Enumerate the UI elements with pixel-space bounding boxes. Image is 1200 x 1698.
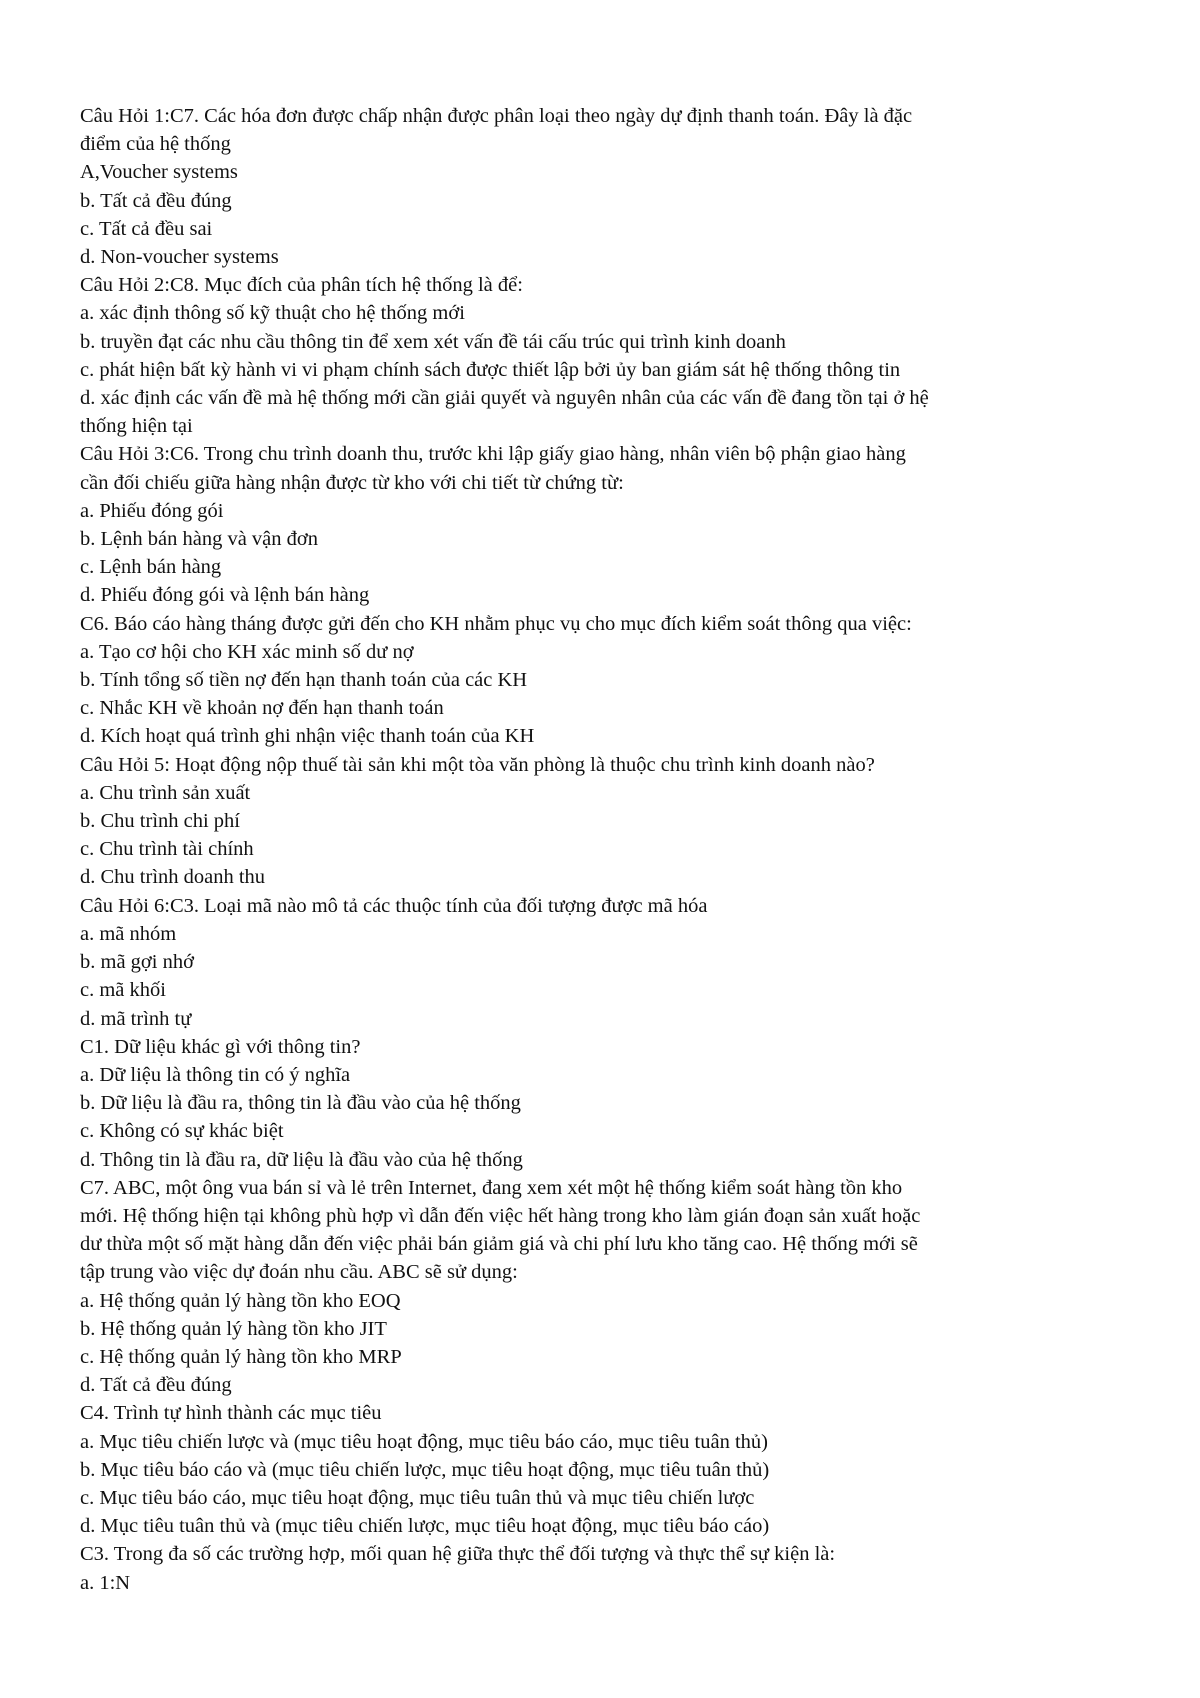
text-line: d. mã trình tự — [80, 1007, 192, 1030]
text-line: b. Dữ liệu là đầu ra, thông tin là đầu vào của hệ thống — [80, 1092, 521, 1115]
text-line: c. Tất cả đều sai — [80, 217, 213, 240]
text-line: c. Không có sự khác biệt — [80, 1120, 284, 1143]
text-line: b. Lệnh bán hàng và vận đơn — [80, 528, 318, 551]
text-line: a. Phiếu đóng gói — [80, 499, 224, 522]
text-line: c. mã khối — [80, 979, 166, 1002]
text-line: d. xác định các vấn đề mà hệ thống mới cần giải quyết và nguyên nhân của các vấn đề đang tồn tại ở hệ — [80, 387, 929, 410]
text-line: A,Voucher systems — [80, 161, 238, 184]
text-line: Câu Hỏi 5: Hoạt động nộp thuế tài sản khi một tòa văn phòng là thuộc chu trình kinh doanh nào? — [80, 753, 875, 776]
text-line: d. Chu trình doanh thu — [80, 866, 266, 889]
text-line: a. Mục tiêu chiến lược và (mục tiêu hoạt động, mục tiêu báo cáo, mục tiêu tuân thủ) — [80, 1430, 768, 1453]
text-line: Câu Hỏi 3:C6. Trong chu trình doanh thu, trước khi lập giấy giao hàng, nhân viên bộ phận giao hàng — [80, 443, 906, 466]
text-line: C3. Trong đa số các trường hợp, mối quan hệ giữa thực thể đối tượng và thực thể sự kiện là: — [80, 1543, 836, 1566]
text-line: c. Hệ thống quản lý hàng tồn kho MRP — [80, 1345, 402, 1368]
text-line: d. Mục tiêu tuân thủ và (mục tiêu chiến lược, mục tiêu hoạt động, mục tiêu báo cáo) — [80, 1515, 770, 1538]
text-line: Câu Hỏi 6:C3. Loại mã nào mô tả các thuộc tính của đối tượng được mã hóa — [80, 894, 708, 917]
text-line: d. Non-voucher systems — [80, 246, 279, 269]
text-line: a. Tạo cơ hội cho KH xác minh số dư nợ — [80, 640, 414, 663]
text-line: mới. Hệ thống hiện tại không phù hợp vì dẫn đến việc hết hàng trong kho làm gián đoạn sản xuất hoặc — [80, 1204, 921, 1227]
text-line: c. Chu trình tài chính — [80, 838, 254, 861]
text-line: Câu Hỏi 1:C7. Các hóa đơn được chấp nhận được phân loại theo ngày dự định thanh toán. Đây là đặc — [80, 105, 913, 127]
text-line: C6. Báo cáo hàng tháng được gửi đến cho KH nhằm phục vụ cho mục đích kiểm soát thông qua việc: — [80, 612, 912, 635]
text-line: a. Hệ thống quản lý hàng tồn kho EOQ — [80, 1289, 401, 1312]
document-page — [80, 102, 1130, 1597]
text-line: thống hiện tại — [80, 415, 193, 438]
text-line: tập trung vào việc dự đoán nhu cầu. ABC sẽ sử dụng: — [80, 1261, 518, 1284]
text-line: Câu Hỏi 2:C8. Mục đích của phân tích hệ thống là để: — [80, 274, 523, 297]
text-line: b. Mục tiêu báo cáo và (mục tiêu chiến lược, mục tiêu hoạt động, mục tiêu tuân thủ) — [80, 1458, 770, 1481]
text-line: b. mã gợi nhớ — [80, 951, 194, 974]
text-line: C1. Dữ liệu khác gì với thông tin? — [80, 1035, 361, 1058]
text-line: b. Hệ thống quản lý hàng tồn kho JIT — [80, 1317, 387, 1340]
text-line: d. Tất cả đều đúng — [80, 1374, 232, 1397]
text-line: a. Chu trình sản xuất — [80, 781, 251, 804]
text-line: c. phát hiện bất kỳ hành vi vi phạm chính sách được thiết lập bởi ủy ban giám sát hệ thống thông tin — [80, 358, 901, 381]
text-line: a. Dữ liệu là thông tin có ý nghĩa — [80, 1063, 351, 1086]
text-line: d. Thông tin là đầu ra, dữ liệu là đầu vào của hệ thống — [80, 1148, 523, 1171]
text-line: C7. ABC, một ông vua bán sỉ và lẻ trên Internet, đang xem xét một hệ thống kiểm soát hàng tồn kho — [80, 1176, 903, 1199]
text-line: d. Kích hoạt quá trình ghi nhận việc thanh toán của KH — [80, 725, 535, 748]
text-line: a. xác định thông số kỹ thuật cho hệ thống mới — [80, 302, 465, 325]
text-line: điểm của hệ thống — [80, 133, 231, 156]
text-line: c. Mục tiêu báo cáo, mục tiêu hoạt động, mục tiêu tuân thủ và mục tiêu chiến lược — [80, 1486, 755, 1509]
text-line: b. truyền đạt các nhu cầu thông tin để xem xét vấn đề tái cấu trúc qui trình kinh doanh — [80, 330, 786, 353]
text-line: cần đối chiếu giữa hàng nhận được từ kho với chi tiết từ chứng từ: — [80, 471, 624, 494]
text-line: c. Lệnh bán hàng — [80, 556, 222, 579]
text-line: C4. Trình tự hình thành các mục tiêu — [80, 1402, 382, 1425]
text-line: b. Tính tổng số tiền nợ đến hạn thanh toán của các KH — [80, 669, 528, 692]
text-line: b. Tất cả đều đúng — [80, 189, 232, 212]
text-line: a. mã nhóm — [80, 922, 177, 945]
text-line: d. Phiếu đóng gói và lệnh bán hàng — [80, 584, 370, 607]
text-line: c. Nhắc KH về khoản nợ đến hạn thanh toán — [80, 697, 444, 720]
text-line: dư thừa một số mặt hàng dẫn đến việc phải bán giảm giá và chi phí lưu kho tăng cao. Hệ thống mới sẽ — [80, 1233, 918, 1256]
text-line: b. Chu trình chi phí — [80, 810, 241, 833]
text-line: a. 1:N — [80, 1571, 131, 1594]
